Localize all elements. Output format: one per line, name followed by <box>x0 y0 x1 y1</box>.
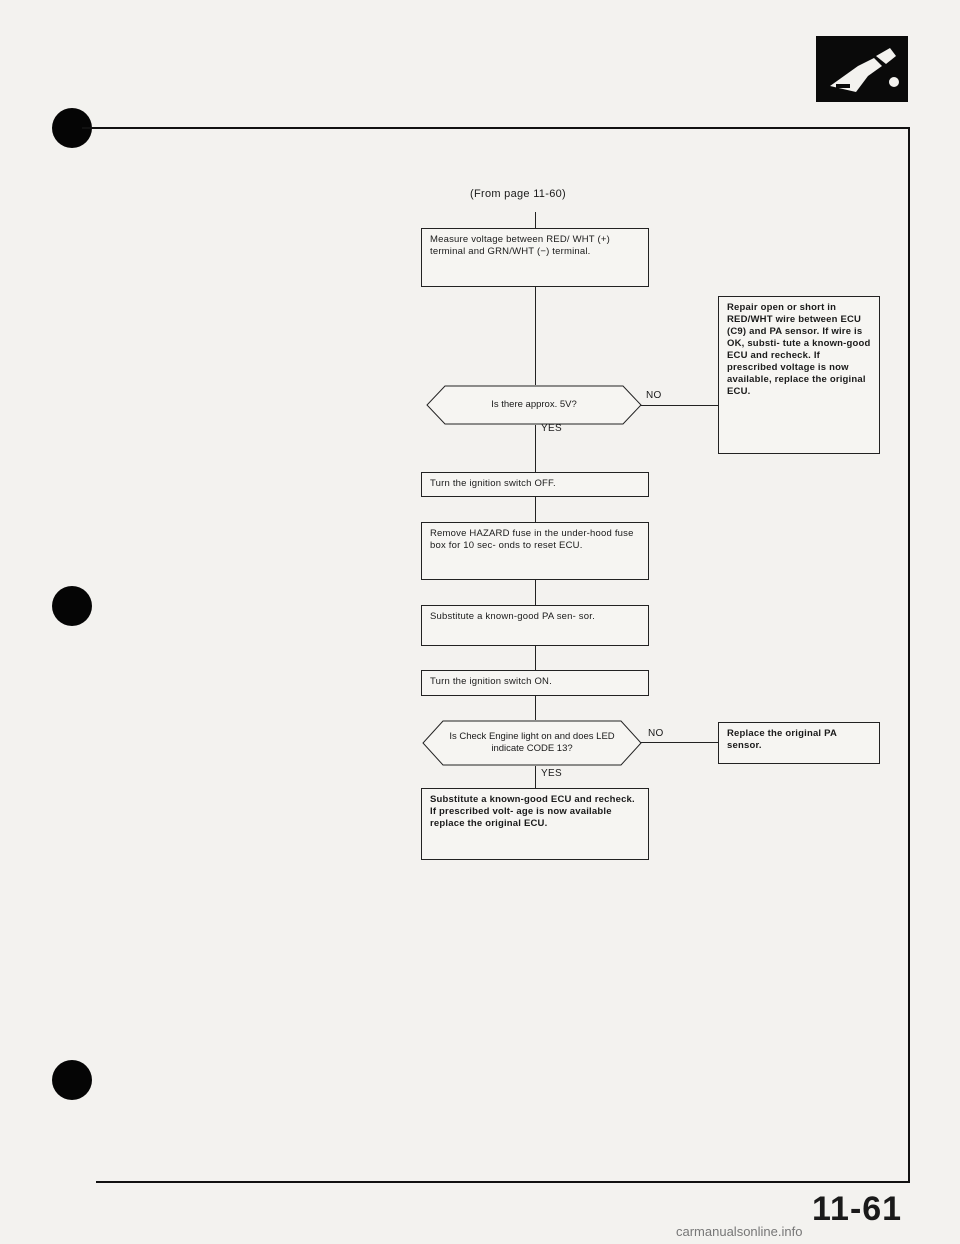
top-rule <box>82 127 908 129</box>
step-substitute-ecu: Substitute a known-good ECU and recheck. If prescribed volt- age is now available replace the original ECU. <box>421 788 649 860</box>
repair-replace-pa-sensor: Replace the original PA sensor. <box>718 722 880 764</box>
connector-line <box>535 696 536 720</box>
from-page-label: (From page 11-60) <box>470 188 566 200</box>
decision1-no-label: NO <box>646 390 662 401</box>
connector-line <box>535 766 536 788</box>
watermark: carmanualsonline.info <box>676 1224 803 1239</box>
connector-line <box>535 287 536 385</box>
step-ignition-on: Turn the ignition switch ON. <box>421 670 649 696</box>
step-remove-hazard-fuse: Remove HAZARD fuse in the under-hood fuse box for 10 sec- onds to reset ECU. <box>421 522 649 580</box>
step-ignition-off: Turn the ignition switch OFF. <box>421 472 649 497</box>
connector-line <box>535 212 536 228</box>
binder-hole-middle <box>52 586 92 626</box>
fuel-nozzle-icon <box>816 36 908 102</box>
connector-line <box>640 405 718 406</box>
decision-voltage-text: Is there approx. 5V? <box>491 399 577 410</box>
connector-line <box>535 646 536 670</box>
step-measure-voltage: Measure voltage between RED/ WHT (+) terminal and GRN/WHT (−) terminal. <box>421 228 649 287</box>
binder-hole-bottom <box>52 1060 92 1100</box>
decision2-yes-label: YES <box>541 768 562 779</box>
repair-wire-or-ecu: Repair open or short in RED/WHT wire between ECU (C9) and PA sensor. If wire is OK, substi- tute a known-good ECU and recheck. If prescribed voltage is now available, replace the original ECU. <box>718 296 880 454</box>
decision-code13-text: Is Check Engine light on and does LED indicate CODE 13? <box>449 731 615 754</box>
bottom-rule <box>96 1181 910 1183</box>
decision1-yes-label: YES <box>541 423 562 434</box>
step-substitute-pa-sensor: Substitute a known-good PA sen- sor. <box>421 605 649 646</box>
page-number: 11-61 <box>812 1190 903 1228</box>
right-rule <box>908 127 910 1183</box>
connector-line <box>640 742 718 743</box>
connector-line <box>535 580 536 605</box>
decision2-no-label: NO <box>648 728 664 739</box>
connector-line <box>535 497 536 522</box>
